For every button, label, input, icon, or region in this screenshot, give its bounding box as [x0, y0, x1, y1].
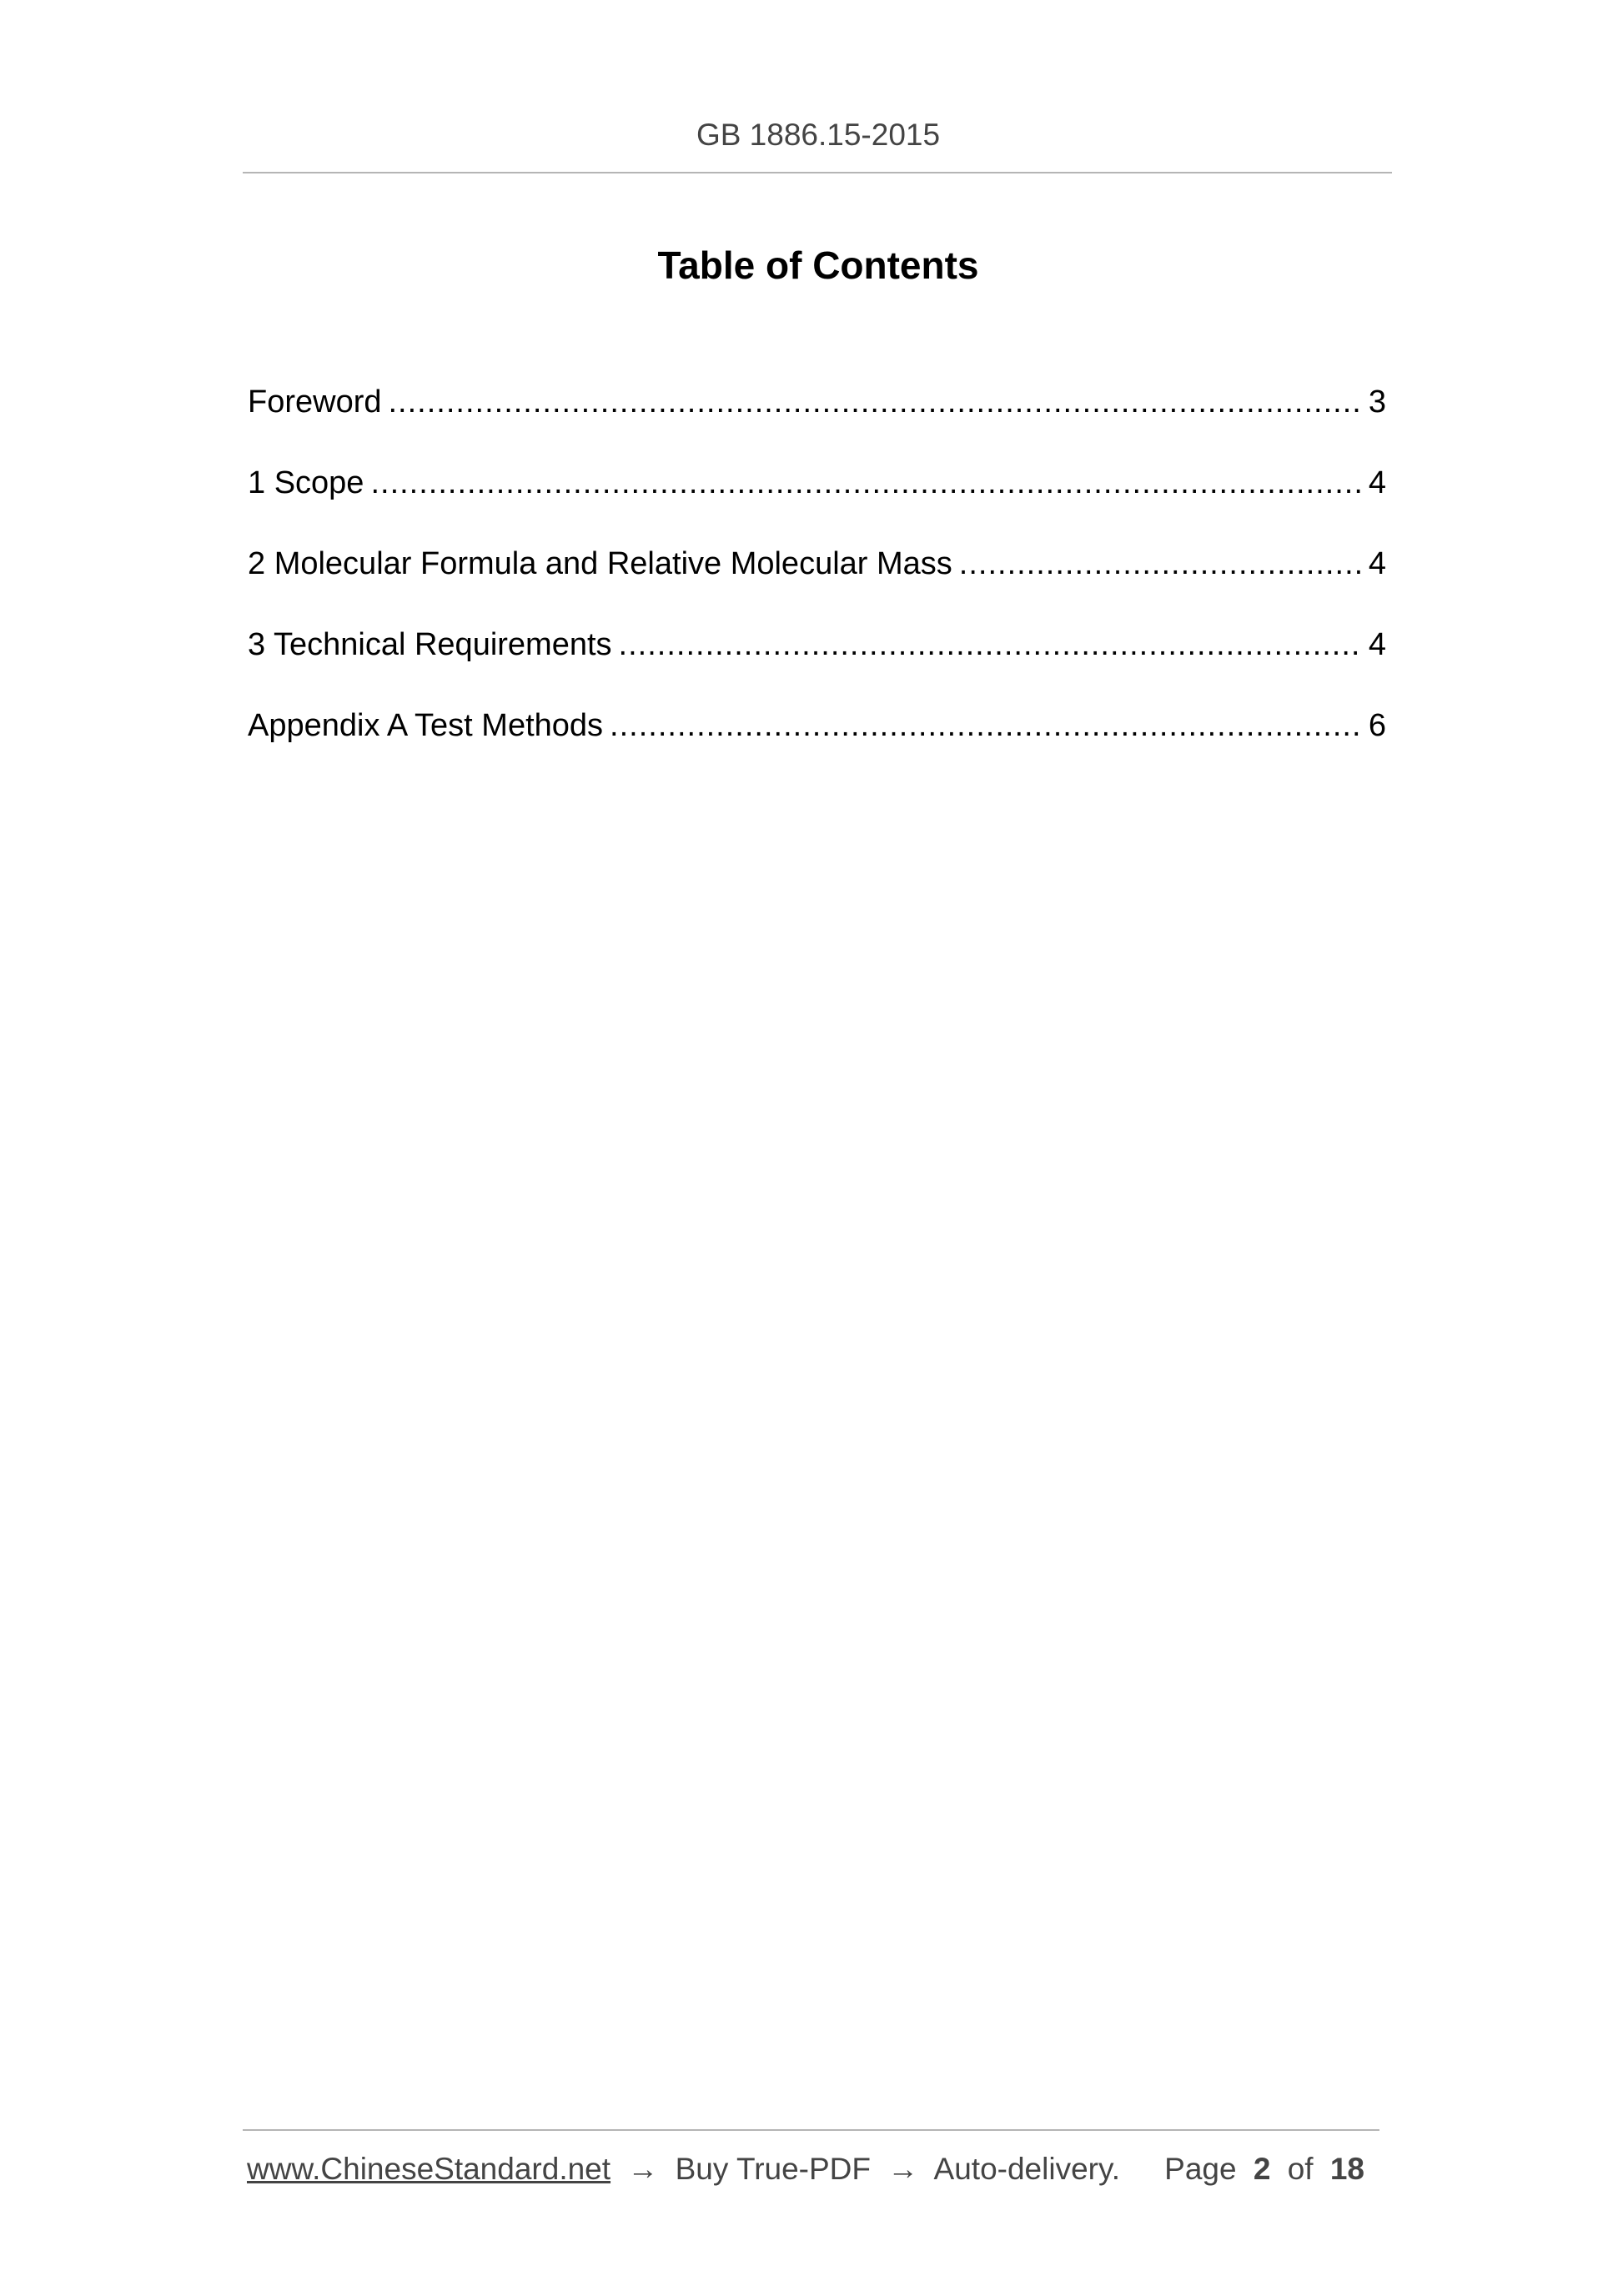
page-word: Page — [1164, 2152, 1237, 2186]
toc-entry-label: Appendix A Test Methods — [248, 708, 604, 743]
of-word: of — [1287, 2152, 1314, 2186]
toc-entry-foreword[interactable] — [248, 377, 1386, 458]
toc-entry-page: 3 — [1368, 384, 1386, 420]
header-divider — [243, 172, 1392, 173]
site-link[interactable]: www.ChineseStandard.net — [247, 2152, 611, 2186]
footer-divider — [243, 2129, 1379, 2131]
page-number — [1164, 2150, 1373, 2188]
toc-entry-scope[interactable] — [248, 458, 1386, 539]
toc-entry-label: Foreword — [248, 384, 382, 420]
page-footer — [247, 2150, 1381, 2188]
toc-dot-leader — [619, 620, 1360, 670]
toc-dot-leader — [610, 701, 1360, 751]
toc-entry-page: 6 — [1368, 708, 1386, 743]
toc-entry-page: 4 — [1368, 627, 1386, 662]
footer-promo — [247, 2150, 1120, 2188]
toc-entry-label: 1 Scope — [248, 465, 364, 500]
toc-entry-label: 3 Technical Requirements — [248, 627, 612, 662]
toc-dot-leader — [370, 458, 1359, 508]
auto-delivery-text: Auto-delivery. — [933, 2152, 1121, 2186]
toc-dot-leader — [389, 377, 1360, 427]
toc-entry-molecular-formula[interactable] — [248, 539, 1386, 620]
page-header-standard-code: GB 1886.15-2015 — [696, 118, 941, 152]
buy-true-pdf-text: Buy True-PDF — [675, 2152, 872, 2186]
toc-title: Table of Contents — [657, 244, 979, 287]
total-pages-number: 18 — [1329, 2152, 1364, 2186]
toc-dot-leader — [959, 539, 1360, 589]
current-page-number: 2 — [1253, 2152, 1271, 2186]
toc-entry-page: 4 — [1368, 465, 1386, 500]
toc-entry-technical-requirements[interactable] — [248, 620, 1386, 701]
toc-entry-label: 2 Molecular Formula and Relative Molecular Mass — [248, 546, 952, 581]
arrow-right-icon: → — [627, 2152, 659, 2186]
toc-entry-appendix-a[interactable] — [248, 701, 1386, 781]
toc-list — [248, 377, 1386, 781]
arrow-right-icon: → — [887, 2152, 919, 2186]
toc-entry-page: 4 — [1368, 546, 1386, 581]
